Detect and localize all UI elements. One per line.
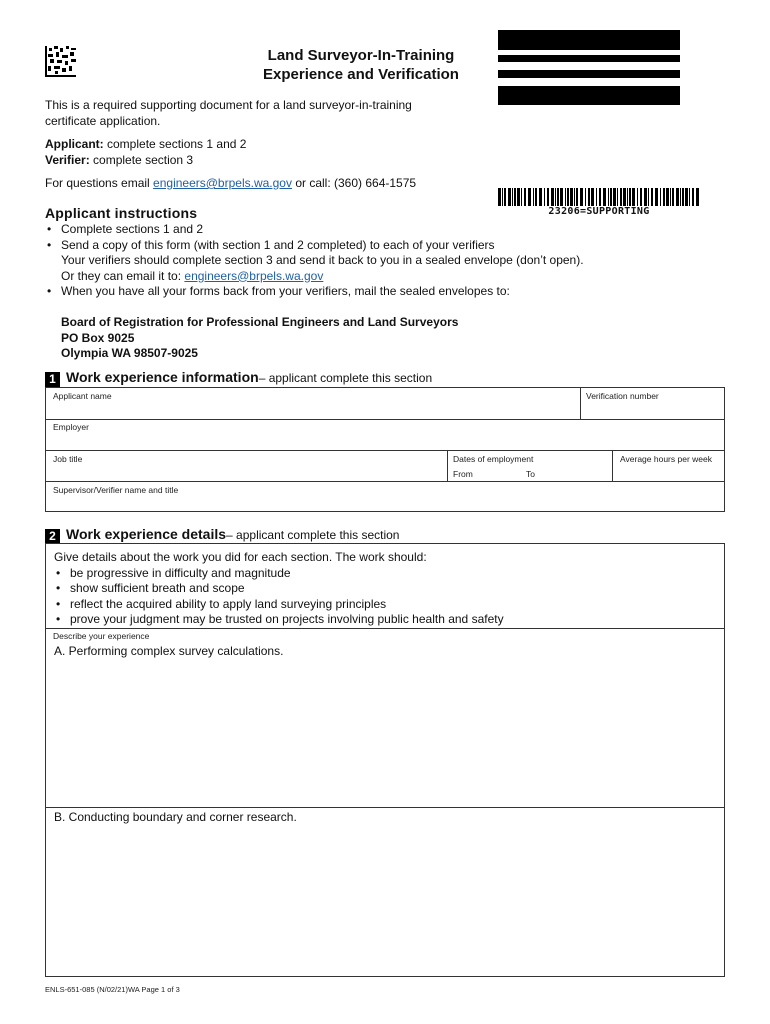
employer-input[interactable] — [52, 433, 716, 449]
criteria-item: • be progressive in difficulty and magnitude — [54, 566, 714, 582]
instruction-item-3: • When you have all your forms back from your verifiers, mail the sealed envelopes to: — [45, 284, 685, 300]
criteria-item: • reflect the acquired ability to apply land surveying principles — [54, 597, 714, 613]
address-line-3: Olympia WA 98507-9025 — [61, 346, 198, 360]
address-line-1: Board of Registration for Professional Engineers and Land Surveyors — [61, 315, 459, 329]
verification-number-input[interactable] — [585, 402, 721, 418]
applicant-role-label: Applicant: — [45, 137, 104, 151]
dates-of-employment-label: Dates of employment — [453, 454, 534, 464]
intro-required-text: This is a required supporting document for a land surveyor-in-training certificate application. — [45, 98, 412, 128]
applicant-name-input[interactable] — [52, 402, 576, 418]
item-a-textarea[interactable] — [52, 662, 720, 806]
from-label: From — [453, 469, 473, 479]
instruction-item-2: • Send a copy of this form (with section 1 and 2 completed) to each of your verifiers — [45, 238, 685, 254]
title-line-1: Land Surveyor-In-Training — [267, 47, 455, 64]
item-a-label: A. Performing complex survey calculations. — [54, 644, 284, 658]
average-hours-input[interactable] — [618, 465, 722, 481]
job-title-label: Job title — [53, 454, 83, 464]
section-1-subtitle: – applicant complete this section — [258, 371, 433, 385]
supervisor-label: Supervisor/Verifier name and title — [53, 485, 179, 495]
section-1-number: 1 — [45, 372, 60, 387]
to-label: To — [526, 469, 535, 479]
intro-roles — [45, 137, 445, 168]
instruction-email-link[interactable]: engineers@brpels.wa.gov — [184, 268, 324, 283]
instruction-email-prefix: Or they can email it to: — [61, 268, 185, 283]
applicant-role-line — [45, 137, 445, 153]
questions-suffix: or call: (360) 664-1575 — [291, 176, 417, 190]
verifier-role-text: complete section 3 — [89, 152, 194, 167]
instruction-item-2-line-2: Your verifiers should complete section 3 and send it back to you in a sealed envelope (don’t open). — [61, 253, 584, 267]
section-2-header — [45, 526, 399, 544]
supervisor-input[interactable] — [52, 496, 716, 512]
instruction-item-1: • Complete sections 1 and 2 — [45, 222, 685, 238]
section-1-form — [45, 387, 725, 512]
job-title-input[interactable] — [52, 464, 444, 480]
barcode-icon — [498, 188, 700, 206]
questions-email-link[interactable]: engineers@brpels.wa.gov — [153, 176, 292, 190]
criteria-item: • prove your judgment may be trusted on projects involving public health and safety — [54, 612, 714, 628]
average-hours-label: Average hours per week — [620, 454, 712, 464]
section-2-title: Work experience details — [66, 526, 227, 542]
employer-label: Employer — [53, 422, 89, 432]
mailing-address — [61, 315, 458, 362]
footer-code: ENLS-651-085 (N/02/21)WA Page 1 of 3 — [45, 985, 180, 994]
item-b-textarea[interactable] — [52, 828, 720, 972]
questions-prefix: For questions email — [45, 176, 154, 190]
verifier-role-line — [45, 153, 445, 169]
instruction-item-2-line-3 — [45, 269, 685, 285]
section-2-intro-block — [54, 550, 714, 628]
page-title — [230, 46, 492, 84]
applicant-role-text: complete sections 1 and 2 — [103, 137, 247, 151]
title-line-2: Experience and Verification — [263, 66, 459, 83]
criteria-item: • show sufficient breath and scope — [54, 581, 714, 597]
verifier-role-label: Verifier: — [45, 152, 90, 167]
datamatrix-code-icon — [45, 46, 76, 77]
item-b-label: B. Conducting boundary and corner research. — [54, 810, 297, 824]
section-1-header — [45, 369, 432, 387]
section-1-title: Work experience information — [66, 369, 259, 385]
address-line-2: PO Box 9025 — [61, 330, 135, 345]
to-date-input[interactable] — [540, 467, 612, 481]
describe-experience-label: Describe your experience — [53, 631, 150, 641]
verification-number-label: Verification number — [586, 391, 659, 401]
section-2-form — [45, 543, 725, 977]
section-2-number: 2 — [45, 529, 60, 544]
instructions-heading: Applicant instructions — [45, 205, 198, 221]
section-2-subtitle: – applicant complete this section — [226, 528, 400, 542]
questions-line — [45, 176, 465, 192]
section-2-intro: Give details about the work you did for each section. The work should: — [54, 550, 427, 564]
barcode-text: 23206=SUPPORTING — [548, 206, 650, 217]
applicant-name-label: Applicant name — [53, 391, 112, 401]
from-date-input[interactable] — [476, 467, 526, 481]
instructions-list — [45, 222, 685, 300]
